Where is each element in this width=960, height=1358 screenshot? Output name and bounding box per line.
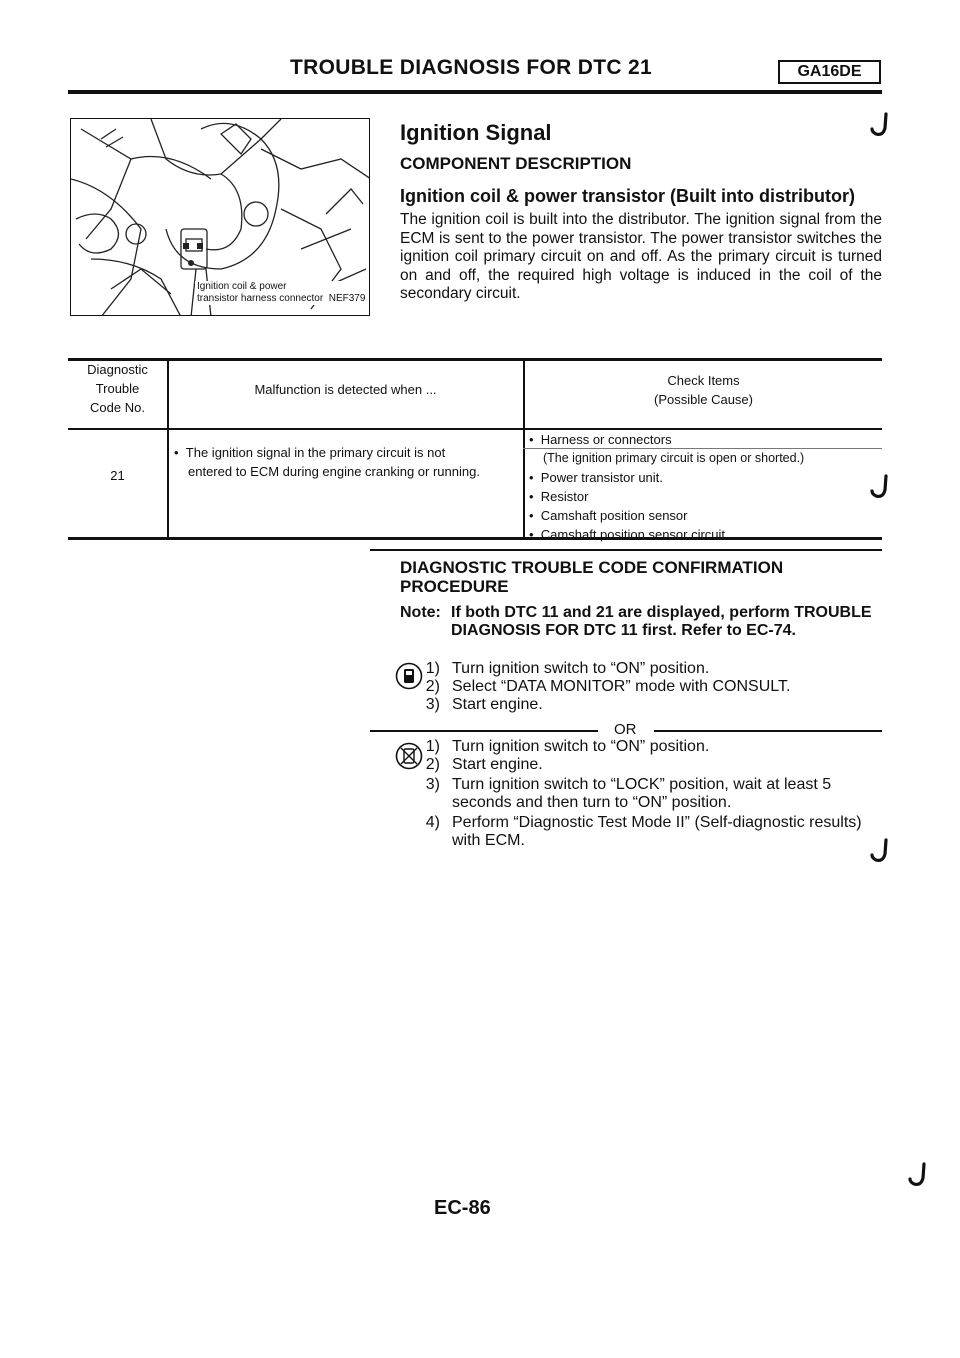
step-number: 3)	[425, 696, 440, 713]
header-dtc-line-3: Code No.	[90, 400, 145, 415]
header-dtc-line-2: Trouble	[95, 381, 140, 396]
header-malfunction: Malfunction is detected when ...	[254, 382, 437, 397]
page-number: EC-86	[434, 1197, 491, 1219]
check-separator	[523, 448, 882, 449]
header-rule	[68, 90, 882, 94]
revision-mark-icon	[868, 838, 890, 866]
or-line-left	[370, 730, 598, 732]
component-description-heading: COMPONENT DESCRIPTION	[400, 154, 632, 173]
page-title: TROUBLE DIAGNOSIS FOR DTC 21	[290, 56, 652, 79]
step-text: Turn ignition switch to “ON” position.	[452, 660, 710, 677]
bullet-icon: •	[529, 527, 534, 542]
component-description-text: The ignition coil is built into the distributor. The ignition signal from the ECM is sent to the power transistor. The power transistor switches the ignition coil primary circuit on and off. As the primary circuit is turned on and off, the required high voltage is induced in the coil of the secondary circuit.	[400, 211, 882, 302]
procedure-rule	[370, 549, 882, 551]
malfunction-line-2: entered to ECM during engine cranking or running.	[188, 464, 480, 479]
check-item: Harness or connectors	[540, 432, 672, 447]
header-check-items	[525, 371, 882, 409]
step-text: Turn ignition switch to “LOCK” position, wait at least 5 seconds and then turn to “ON” position.	[452, 776, 832, 811]
header-check-line-1: Check Items	[667, 373, 740, 388]
step-text: Start engine.	[452, 756, 543, 773]
bullet-icon: •	[174, 445, 179, 460]
step-number: 1)	[425, 660, 440, 677]
caption-line-2: transistor harness connector	[197, 293, 324, 304]
table-top-rule	[68, 358, 882, 361]
header-dtc-line-1: Diagnostic	[87, 362, 148, 377]
step-text: Turn ignition switch to “ON” position.	[452, 738, 710, 755]
dtc-code-value: 21	[110, 468, 125, 483]
bullet-icon: •	[529, 432, 534, 447]
dtc-table	[68, 358, 882, 540]
step-number: 1)	[425, 738, 440, 755]
check-item: Resistor	[540, 489, 589, 504]
check-item: Camshaft position sensor	[540, 508, 688, 523]
or-line-right	[654, 730, 882, 732]
step-text: Perform “Diagnostic Test Mode II” (Self-diagnostic results) with ECM.	[452, 814, 862, 849]
bullet-icon: •	[529, 508, 534, 523]
step-number: 2)	[425, 678, 440, 695]
check-item-detail: (The ignition primary circuit is open or shorted.)	[543, 451, 805, 465]
procedure-heading	[400, 558, 783, 596]
ecm-steps	[410, 738, 882, 848]
note-block	[400, 604, 882, 660]
malfunction-line-1: The ignition signal in the primary circuit is not	[185, 445, 446, 460]
revision-mark-icon	[868, 474, 890, 502]
distributor-illustration	[70, 118, 370, 316]
step-text: Start engine.	[452, 696, 543, 713]
caption-line-1: Ignition coil & power	[197, 281, 287, 292]
procedure-heading-line-1: DIAGNOSTIC TROUBLE CODE CONFIRMATION	[400, 558, 784, 577]
step-number: 3)	[425, 776, 440, 793]
revision-mark-icon	[868, 112, 890, 140]
step-number: 4)	[425, 814, 440, 831]
step-text: Select “DATA MONITOR” mode with CONSULT.	[452, 678, 791, 695]
component-heading: Ignition coil & power transistor (Built into distributor)	[400, 186, 855, 206]
engine-code-badge: GA16DE	[778, 60, 881, 84]
note-label: Note:	[400, 604, 441, 621]
procedure-heading-line-2: PROCEDURE	[400, 577, 509, 596]
check-items-list	[529, 428, 879, 544]
figure-id: NEF379	[328, 293, 366, 304]
consult-steps	[410, 660, 882, 716]
malfunction-text	[174, 424, 519, 481]
bullet-icon: •	[529, 470, 534, 485]
note-text: If both DTC 11 and 21 are displayed, perform TROUBLE DIAGNOSIS FOR DTC 11 first. Refer to EC-74.	[451, 604, 872, 639]
or-label: OR	[614, 721, 637, 738]
check-item: Camshaft position sensor circuit	[540, 527, 726, 542]
figure-caption	[195, 281, 367, 305]
section-title: Ignition Signal	[400, 120, 552, 145]
check-item: Power transistor unit.	[540, 470, 663, 485]
bullet-icon: •	[529, 489, 534, 504]
or-divider	[370, 720, 882, 740]
header-dtc-code	[68, 360, 167, 417]
revision-mark-icon	[906, 1162, 928, 1190]
step-number: 2)	[425, 756, 440, 773]
header-check-line-2: (Possible Cause)	[654, 392, 753, 407]
